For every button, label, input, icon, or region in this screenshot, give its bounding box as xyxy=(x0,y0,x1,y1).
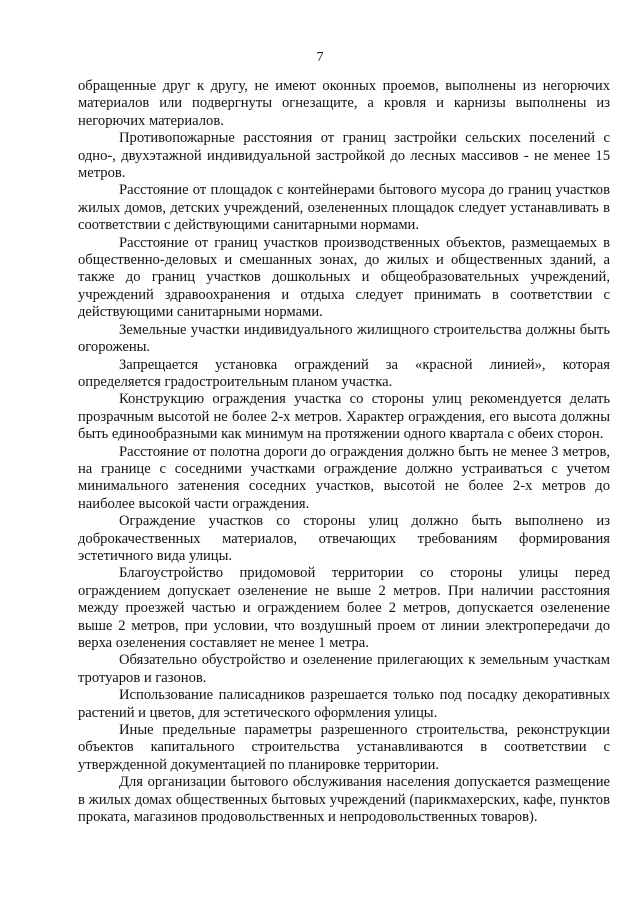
paragraph-fence-design: Конструкцию ограждения участка со стороны улиц рекомендуется делать прозрачным высотой не более 2-х метров. Характер ограждения, его высота должны быть единообразными как минимум на протяжении одного квартала с обеих сторон. xyxy=(78,391,610,443)
paragraph-industrial-distances: Расстояние от границ участков производственных объектов, размещаемых в общественно-деловых и смешанных зонах, до жилых и общественных зданий, а также до границ участков дошкольных и общеобразовательных учреждений, учреждений здравоохранения и отдыха следует принимать в соответствии с действующими санитарными нормами. xyxy=(78,234,610,321)
body-text xyxy=(78,78,610,826)
paragraph-fence-materials: Ограждение участков со стороны улиц должно быть выполнено из доброкачественных материалов, отвечающих требованиям формирования эстетичного вида улицы. xyxy=(78,513,610,564)
paragraph-red-line: Запрещается установка ограждений за «красной линией», которая определяется градостроительным планом участка. xyxy=(78,356,610,390)
paragraph-continuation: обращенные друг к другу, не имеют оконных проемов, выполнены из негорючих материалов или подвергнуты огнезащите, а кровля и карнизы выполнены из негорючих материалов. xyxy=(78,78,610,129)
page-number: 7 xyxy=(316,50,324,65)
paragraph-other-parameters: Иные предельные параметры разрешенного строительства, реконструкции объектов капитального строительства устанавливаются в соответствии с утвержденной документацией по планировке территории. xyxy=(78,722,610,773)
paragraph-sidewalks: Обязательно обустройство и озеленение прилегающих к земельным участкам тротуаров и газонов. xyxy=(78,652,610,686)
paragraph-consumer-services: Для организации бытового обслуживания населения допускается размещение в жилых домах общественных бытовых учреждений (парикмахерских, кафе, пунктов проката, магазинов продовольственных и непродовольственных товаров). xyxy=(78,774,610,826)
paragraph-front-gardens: Использование палисадников разрешается только под посадку декоративных растений и цветов, для эстетического оформления улицы. xyxy=(78,687,610,721)
paragraph-landscaping: Благоустройство придомовой территории со стороны улицы перед ограждением допускает озеленение не выше 2 метров. При наличии расстояния между проезжей частью и ограждением более 2 метров, допускается озеленение выше 2 метров, при условии, что воздушный проем от линии электропередачи до верха озеленения составляет не менее 1 метра. xyxy=(78,565,610,651)
paragraph-fire-distances: Противопожарные расстояния от границ застройки сельских поселений с одно-, двухэтажной индивидуальной застройкой до лесных массивов - не менее 15 метров. xyxy=(78,130,610,182)
paragraph-waste-sites: Расстояние от площадок с контейнерами бытового мусора до границ участков жилых домов, детских учреждений, озелененных площадок следует устанавливать в соответствии с действующими санитарными нормами. xyxy=(78,182,610,234)
paragraph-fencing-required: Земельные участки индивидуального жилищного строительства должны быть огорожены. xyxy=(78,321,610,356)
paragraph-road-distance: Расстояние от полотна дороги до ограждения должно быть не менее 3 метров, на границе с соседними участками ограждение должно устраиваться с учетом минимального затенения соседних участков, высотой не более 2-х метров до наиболее высокой части ограждения. xyxy=(78,443,610,512)
